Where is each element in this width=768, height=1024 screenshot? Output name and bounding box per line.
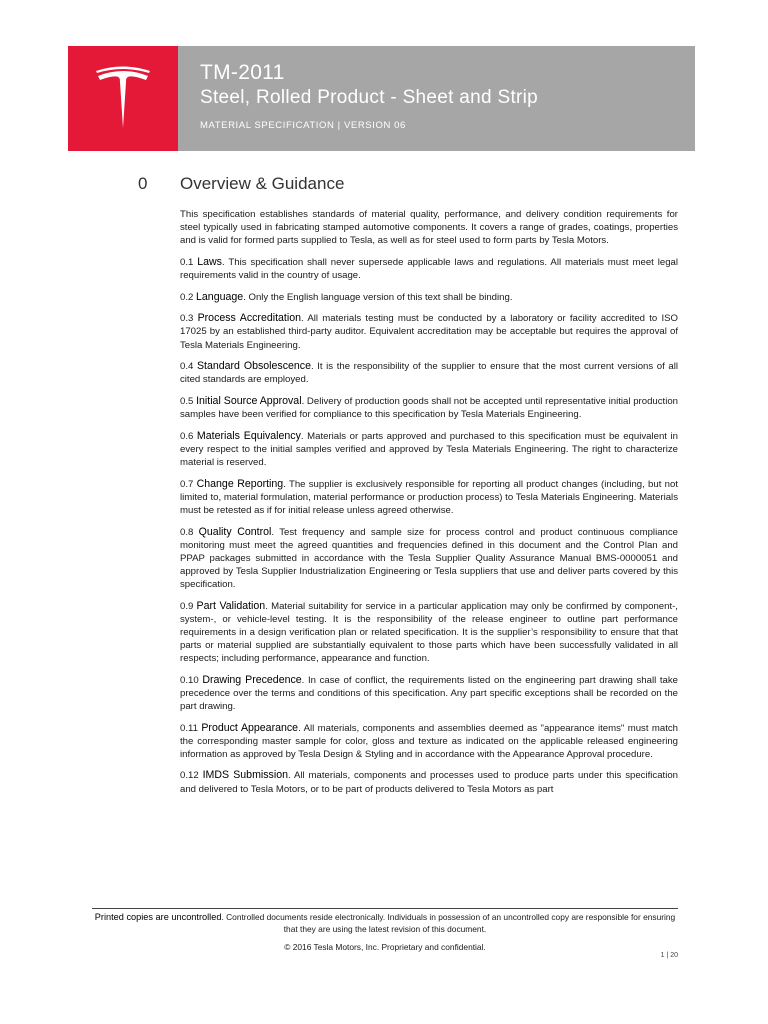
clause-number: 0.4 bbox=[180, 361, 194, 373]
header-band bbox=[178, 46, 695, 151]
clause-title: Drawing Precedence bbox=[202, 673, 302, 686]
clause-paragraph bbox=[180, 312, 678, 351]
clause-paragraph bbox=[180, 600, 678, 665]
section-number: 0 bbox=[138, 174, 148, 193]
clause-number: 0.6 bbox=[180, 430, 194, 442]
clause-paragraph bbox=[180, 291, 678, 304]
clause-paragraph bbox=[180, 769, 678, 795]
clause-paragraph bbox=[180, 722, 678, 761]
footer-notice bbox=[92, 911, 678, 935]
clause-text: . Delivery of production goods shall not be accepted until representative initial production samples have been verified for compliance to this specification by Tesla Materials Engineering. bbox=[180, 396, 679, 421]
tesla-logo-icon bbox=[94, 66, 152, 132]
section-body bbox=[180, 208, 678, 804]
clause-number: 0.11 bbox=[180, 722, 198, 734]
clause-number: 0.12 bbox=[180, 770, 199, 782]
doc-subtitle: MATERIAL SPECIFICATION | VERSION 06 bbox=[200, 120, 406, 131]
clause-number: 0.10 bbox=[180, 674, 199, 686]
clause-paragraph bbox=[180, 430, 678, 469]
clause-title: Process Accreditation bbox=[197, 312, 302, 325]
clause-text: . All materials, components and processes used to produce parts under this specification and delivered to Tesla Motors, or to be part of products delivered to Tesla Motors as part bbox=[180, 770, 678, 795]
clause-text: . Only the English language version of this text shall be binding. bbox=[243, 291, 513, 303]
clause-number: 0.5 bbox=[180, 396, 194, 407]
clause-text: . All materials, components and assemblies deemed as "appearance items" must match the corresponding master sample for color, gloss and texture as indicated on the applicable released engineering information as approved by Tesla Design & Styling and in accordance with the Appearance Approval procedure. bbox=[180, 722, 678, 760]
clause-paragraph bbox=[180, 478, 678, 517]
clause-title: Product Appearance bbox=[201, 721, 299, 734]
clause-title: Quality Control bbox=[198, 525, 272, 538]
clause-text: . Material suitability for service in a particular application may only be confirmed by component-, system-, or vehicle-level testing. It is the responsibility of the release engineer to outline part performance requirements in a design verification plan or related specification. It is the supplier’s responsibility to ensure that that parts or material supplied are substantially equivalent to those parts which have been successfully validated in all respects; including performance, appearance and function. bbox=[180, 600, 678, 664]
clause-title: Laws bbox=[197, 255, 222, 268]
clause-number: 0.2 bbox=[180, 291, 194, 303]
clause-text: . The supplier is exclusively responsible for reporting all product changes (including, but not limited to, material formulation, material performance or production process) to Tesla Materials Engineering. Materials must be retested as if for initial release unless agreed otherwise. bbox=[180, 478, 678, 516]
doc-title: Steel, Rolled Product - Sheet and Strip bbox=[200, 87, 539, 108]
clause-text: . All materials testing must be conducted by a laboratory or facility accredited to ISO 17025 by an established third-party auditor. Equivalent accreditation may be acceptable but requires the approval of Tesla Materials Engineering. bbox=[180, 313, 679, 351]
clause-paragraph bbox=[180, 360, 678, 386]
clause-paragraph bbox=[180, 526, 678, 591]
section-intro: This specification establishes standards of material quality, performance, and delivery condition requirements for steel typically used in fabricating stamped automotive components. It covers a range of grades, coatings, properties and is valid for formed parts supplied to Tesla, as well as for steel used to form parts by Tesla Motors. bbox=[180, 209, 678, 247]
clause-text: . In case of conflict, the requirements listed on the engineering part drawing shall take precedence over the terms and conditions of this specification. Any part specific exceptions shall be recorded on the part drawing. bbox=[180, 674, 679, 712]
doc-number: TM-2011 bbox=[200, 61, 285, 84]
clause-number: 0.1 bbox=[180, 256, 194, 268]
brand-logo-box bbox=[68, 46, 178, 151]
clause-paragraph bbox=[180, 674, 678, 713]
clause-number: 0.9 bbox=[180, 600, 194, 612]
clause-text: . This specification shall never supersede applicable laws and regulations. All materials must meet legal requirements valid in the country of usage. bbox=[180, 256, 678, 281]
clause-list bbox=[180, 256, 678, 796]
clause-paragraph bbox=[180, 395, 678, 421]
clause-title: Materials Equivalency bbox=[196, 429, 301, 442]
clause-title: Standard Obsolescence bbox=[196, 360, 311, 373]
notice-rest: . Controlled documents reside electronically. Individuals in possession of an uncontrolled copy are responsible for ensuring that they are using the latest revision of this document. bbox=[221, 912, 676, 934]
clause-title: Initial Source Approval bbox=[196, 395, 302, 407]
clause-title: Change Reporting bbox=[196, 477, 284, 490]
notice-lead: Printed copies are uncontrolled bbox=[94, 912, 222, 922]
clause-number: 0.7 bbox=[180, 478, 194, 490]
clause-title: Part Validation bbox=[196, 599, 266, 612]
clause-title: Language bbox=[196, 290, 244, 303]
clause-number: 0.8 bbox=[180, 526, 194, 538]
page-number: 1 | 20 bbox=[660, 952, 678, 959]
section-title: Overview & Guidance bbox=[180, 174, 345, 193]
clause-paragraph bbox=[180, 256, 678, 282]
clause-number: 0.3 bbox=[180, 313, 194, 325]
copyright: © 2016 Tesla Motors, Inc. Proprietary and confidential. bbox=[284, 942, 486, 952]
footer-divider bbox=[92, 908, 678, 909]
clause-text: . It is the responsibility of the supplier to ensure that the most current versions of all cited standards are employed. bbox=[180, 361, 678, 386]
clause-title: IMDS Submission bbox=[202, 769, 288, 782]
clause-text: . Materials or parts approved and purchased to this specification must be equivalent in every respect to the initial samples verified and approved by Tesla Materials Engineering. The right to characterize material is reserved. bbox=[180, 430, 678, 468]
clause-text: . Test frequency and sample size for process control and product continuous compliance monitoring must meet the agreed quantities and frequencies defined in this document and the Control Plan and PPAP packages submitted in accordance with the Tesla Supplier Quality Assurance Manual BMS-0000051 and approved by Tesla Supplier Industrialization Engineering or Tesla suppliers that use and deliver parts covered by this specification. bbox=[180, 526, 678, 590]
